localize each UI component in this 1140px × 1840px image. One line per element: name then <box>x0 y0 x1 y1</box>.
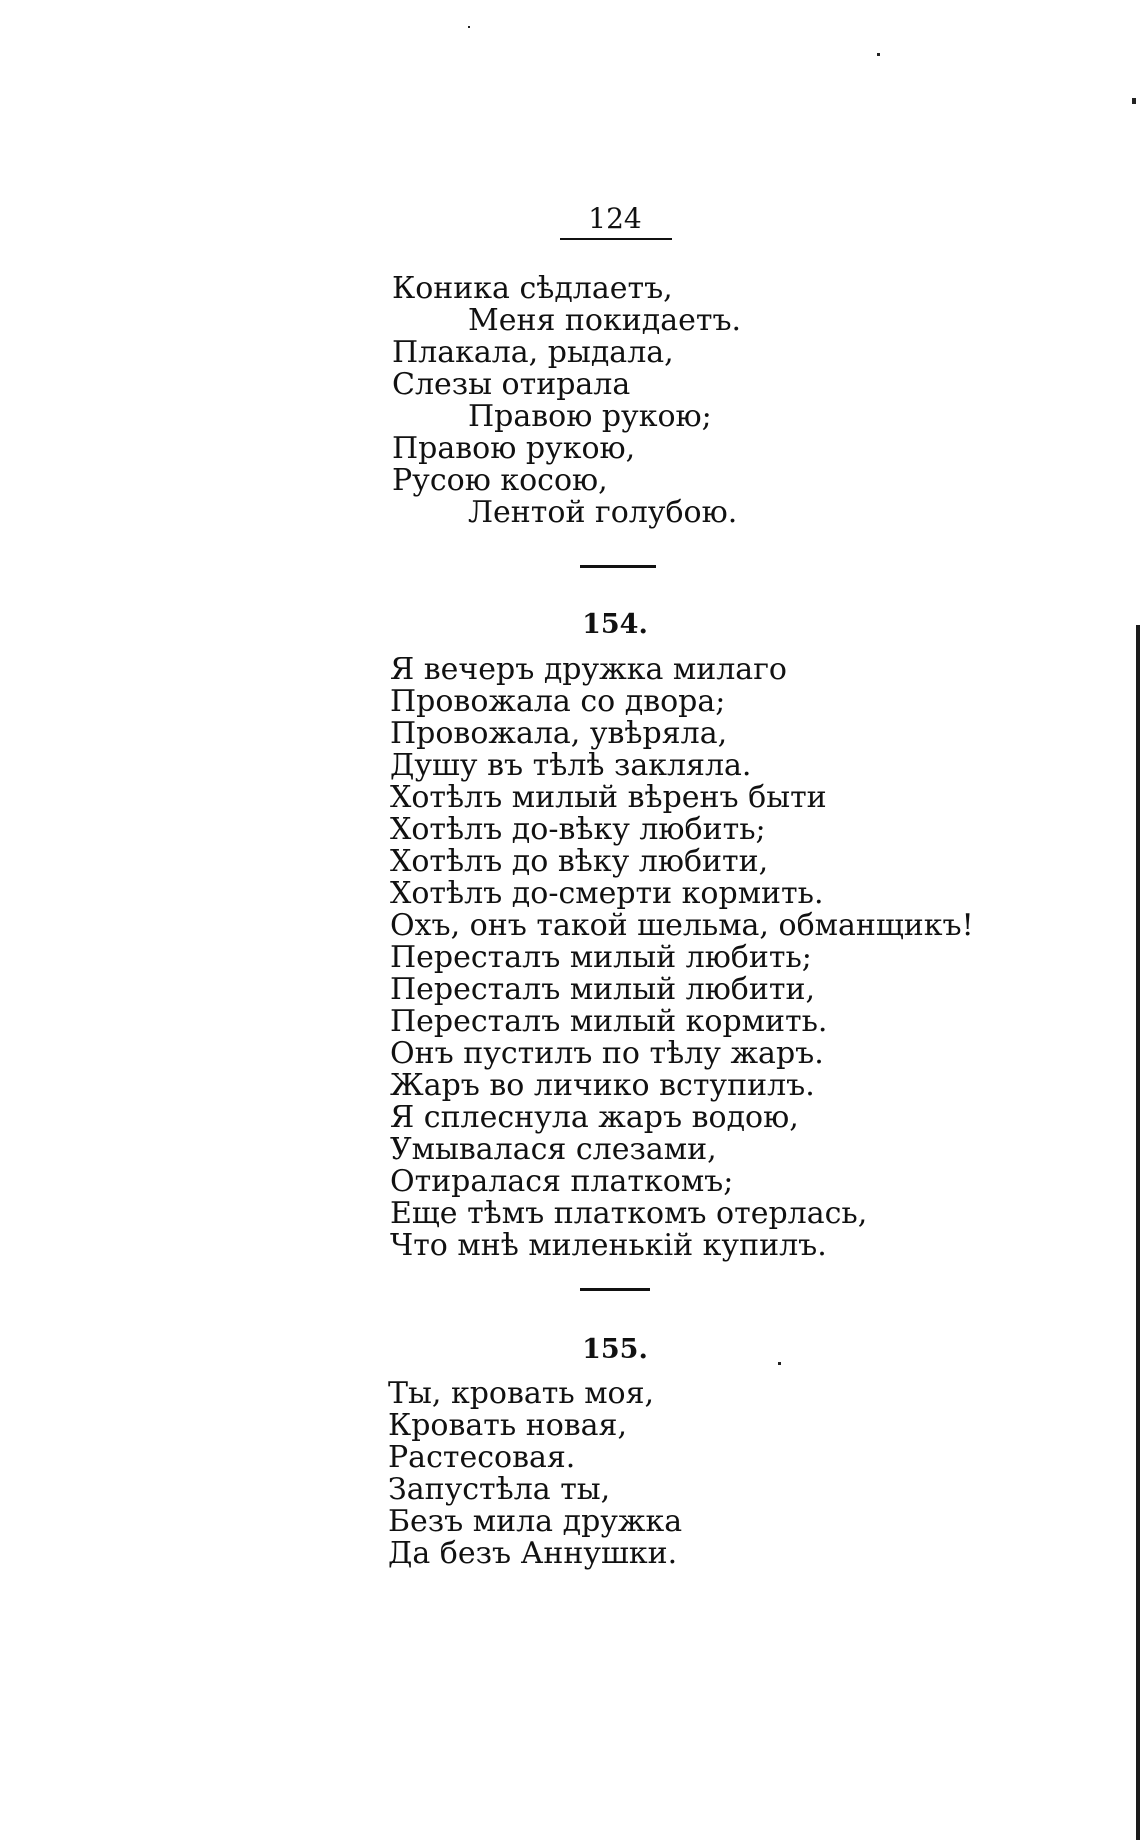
verse-line: Еще тѣмъ платкомъ отерлась, <box>390 1196 868 1231</box>
verse-line: Пересталъ милый кормить. <box>390 1004 828 1039</box>
verse-line: Хотѣлъ до-смерти кормить. <box>390 876 824 911</box>
scan-speck <box>1132 98 1136 104</box>
verse-line: Что мнѣ миленькій купилъ. <box>390 1228 827 1263</box>
verse-line: Провожала со двора; <box>390 684 726 719</box>
verse-line: Лентой голубою. <box>468 495 738 530</box>
verse-line: Хотѣлъ до-вѣку любить; <box>390 812 766 847</box>
verse-line: Запустѣла ты, <box>388 1472 611 1507</box>
verse-line: Безъ мила дружка <box>388 1504 683 1539</box>
verse-line: Пересталъ милый любить; <box>390 940 812 975</box>
page-edge-shadow <box>1136 625 1140 1840</box>
verse-line: Ты, кровать моя, <box>388 1376 655 1411</box>
verse-line: Меня покидаетъ. <box>468 303 742 338</box>
verse-line: Умывалася слезами, <box>390 1132 717 1167</box>
verse-line: Хотѣлъ милый вѣренъ быти <box>390 780 827 815</box>
verse-line: Хотѣлъ до вѣку любити, <box>390 844 769 879</box>
verse-line: Плакала, рыдала, <box>392 335 674 370</box>
section-divider <box>580 565 656 568</box>
scan-speck <box>468 26 470 28</box>
verse-line: Жаръ во личико вступилъ. <box>390 1068 815 1103</box>
verse-line: Растесовая. <box>388 1440 576 1475</box>
verse-line: Пересталъ милый любити, <box>390 972 815 1007</box>
page-number: 124 <box>588 202 642 235</box>
verse-line: Коника сѣдлаетъ, <box>392 271 673 306</box>
verse-line: Я сплеснула жаръ водою, <box>390 1100 799 1135</box>
verse-line: Онъ пустилъ по тѣлу жаръ. <box>390 1036 824 1071</box>
verse-line: Провожала, увѣряла, <box>390 716 728 751</box>
verse-line: Правою рукою, <box>392 431 636 466</box>
verse-line: Отиралася платкомъ; <box>390 1164 734 1199</box>
poem-number: 155. <box>582 1334 648 1365</box>
scan-speck <box>877 53 880 56</box>
verse-line: Охъ, онъ такой шельма, обманщикъ! <box>390 908 974 943</box>
poem-number: 154. <box>582 609 648 640</box>
verse-line: Я вечеръ дружка милаго <box>390 652 787 687</box>
verse-line: Кровать новая, <box>388 1408 628 1443</box>
scan-speck <box>778 1362 781 1365</box>
verse-line: Русою косою, <box>392 463 608 498</box>
verse-line: Душу въ тѣлѣ закляла. <box>390 748 752 783</box>
verse-line: Слезы отирала <box>392 367 631 402</box>
section-divider <box>580 1288 650 1291</box>
page-number-rule <box>560 238 672 240</box>
verse-line: Правою рукою; <box>468 399 712 434</box>
verse-line: Да безъ Аннушки. <box>388 1536 678 1571</box>
